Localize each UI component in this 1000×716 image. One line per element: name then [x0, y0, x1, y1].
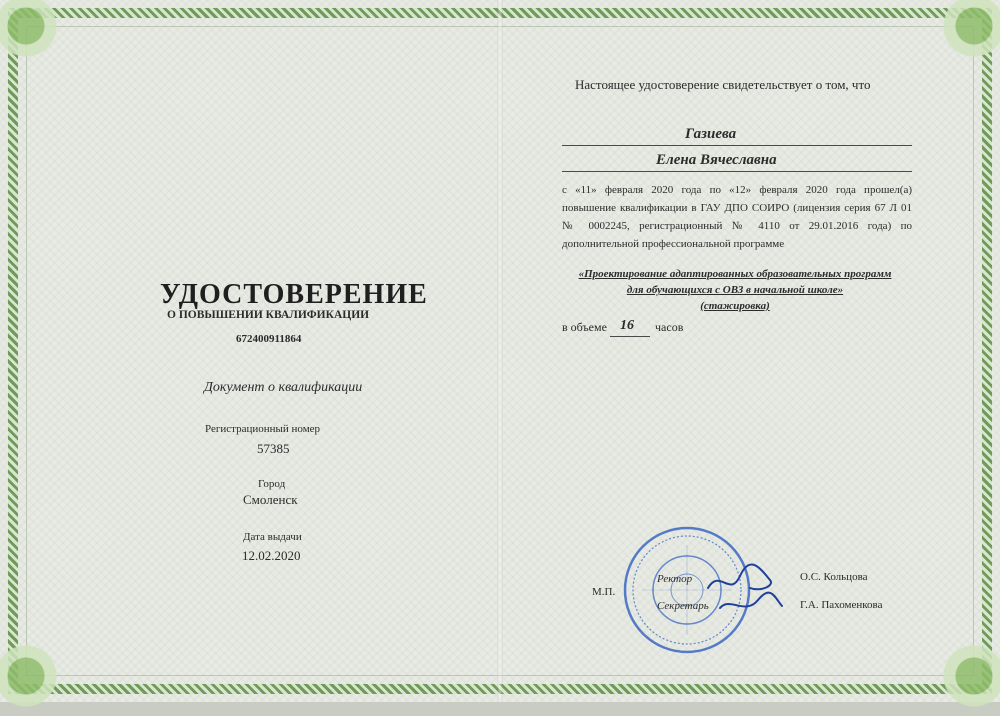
- stamp-place-label: М.П.: [592, 586, 616, 598]
- secretary-label: Секретарь: [657, 600, 709, 612]
- document-title: УДОСТОВЕРЕНИЕ: [160, 279, 428, 310]
- program-line: (стажировка): [700, 300, 770, 312]
- corner-ornament: [934, 0, 1000, 66]
- secretary-name: Г.А. Пахоменкова: [800, 599, 883, 611]
- registration-number: 57385: [257, 441, 290, 456]
- program-title: [555, 266, 915, 314]
- city-value: Смоленск: [243, 492, 298, 507]
- issue-date-label: Дата выдачи: [243, 531, 302, 543]
- rector-name: О.С. Кольцова: [800, 571, 868, 583]
- volume-label: в объеме: [562, 320, 607, 334]
- registration-label: Регистрационный номер: [205, 423, 321, 435]
- underline: [562, 171, 912, 172]
- volume-hours: 16: [620, 318, 634, 333]
- rector-label: Ректор: [657, 573, 693, 585]
- corner-ornament: [0, 0, 66, 66]
- document-subtitle: О ПОВЫШЕНИИ КВАЛИФИКАЦИИ: [167, 309, 370, 321]
- holder-surname: Газиева: [685, 126, 737, 142]
- underline: [610, 336, 650, 337]
- holder-name: Елена Вячеславна: [656, 152, 777, 168]
- program-line: «Проектирование адаптированных образовательных программ: [578, 268, 892, 280]
- underline: [562, 145, 912, 146]
- corner-ornament: [0, 636, 66, 716]
- program-line: для обучающихся с ОВЗ в начальной школе»: [626, 284, 844, 296]
- signature: [700, 558, 785, 620]
- training-description: с «11» февраля 2020 года по «12» февраля 2020 года прошел(а) повышение квалификации в ГАУ ДПО СОИРО (лицензия серия 67 Л 01 № 0002245, регистрационный № 4110 от 29.01.2016 года) по дополнительной профессиональной программе: [562, 184, 912, 250]
- serial-number: 672400911864: [236, 333, 302, 345]
- corner-ornament: [934, 636, 1000, 716]
- issue-date-value: 12.02.2020: [242, 548, 301, 563]
- document-type: Документ о квалификации: [204, 380, 363, 395]
- center-fold: [497, 0, 503, 702]
- intro-text: Настоящее удостоверение свидетельствует о том, что: [575, 77, 871, 92]
- city-label: Город: [258, 478, 286, 490]
- volume-unit: часов: [655, 320, 684, 334]
